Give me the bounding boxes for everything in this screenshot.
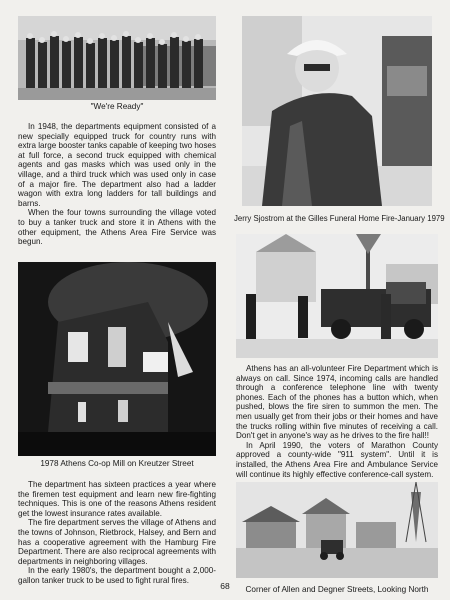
- caption-mill: 1978 Athens Co-op Mill on Kreutzer Street: [40, 459, 194, 468]
- paragraph-practices: The department has sixteen practices a year where the firemen test equipment and learn new fire-fighting techniques. This is one of the reasons Athens resident get the lowest insurance rates available.: [18, 480, 216, 518]
- page-number: 68: [220, 581, 230, 591]
- coop-mill-fire-photo: [18, 262, 216, 456]
- jerry-sjostrom-photo: [242, 16, 432, 206]
- paragraph-911: In April 1990, the voters of Marathon County approved a county-wide "911 system". Until it is installed, the Athens Area Fire and Ambulance Service will continue its highly effective conference-call system.: [236, 440, 438, 479]
- paragraph-tanker-1980s: In the early 1980's, the department bought a 2,000-gallon tanker truck to be used to fight rural fires.: [18, 566, 216, 585]
- caption-sjostrom: Jerry Sjostrom at the Gilles Funeral Home Fire-January 1979: [234, 214, 445, 223]
- street-corner-photo: [236, 482, 438, 578]
- text-equipment-1948: [18, 122, 216, 247]
- fire-truck-photo: [236, 234, 438, 358]
- paragraph-equipment: In 1948, the departments equipment consisted of a new specially equipped truck for country runs with extra large booster tanks capable of keeping two hoses at full force, a second truck equipped with chemical agents and gas masks which was used only in the village, and a third truck which was used only in case of a major fire. The department also had a ladder wagon with extra long ladders for tall buildings and barns.: [18, 122, 216, 208]
- text-volunteer-department: [236, 364, 438, 479]
- caption-ready: "We're Ready": [90, 102, 144, 111]
- firemen-group-photo: [18, 16, 216, 100]
- text-practices-service: [18, 480, 216, 586]
- paragraph-volunteer: Athens has an all-volunteer Fire Department which is always on call. Since 1974, incoming calls are handled through a conference telephone line with twenty phones. Each of the phones has a button which, when pushed, blows the fire siren to summon the men. The men usually get from their jobs or their homes and have the trucks rolling within five minutes of receiving a call. Don't get in anyone's way as he drives to the fire hall!!: [236, 364, 438, 441]
- paragraph-service-area: The fire department serves the village of Athens and the towns of Johnson, Rietbrock, Halsey, and Bern and has a cooperative agreement with the Hamburg Fire Department. There are also reciprocal agreements with departments in neighboring villages.: [18, 518, 216, 566]
- paragraph-tanker: When the four towns surrounding the village voted to buy a tanker truck and store it in Athens with the other equipment, the Athens Area Fire Service was begun.: [18, 208, 216, 247]
- caption-corner: Corner of Allen and Degner Streets, Looking North: [245, 585, 429, 594]
